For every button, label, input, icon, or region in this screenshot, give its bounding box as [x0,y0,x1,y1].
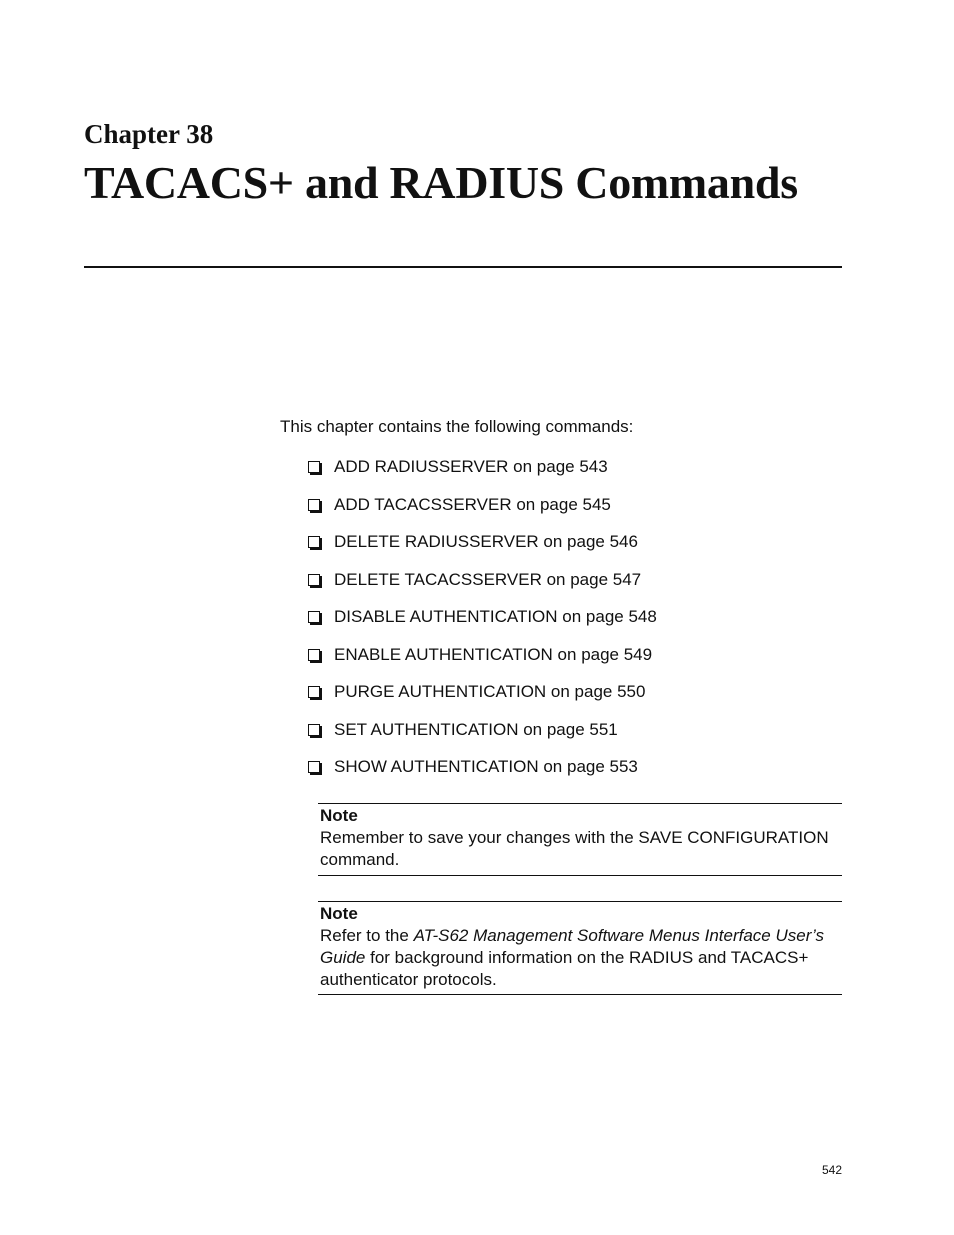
list-item[interactable] [308,530,657,568]
note-top-rule [318,803,842,804]
note-heading: Note [320,904,358,923]
list-item[interactable] [308,605,657,643]
list-item[interactable] [308,680,657,718]
command-list [308,455,657,793]
chapter-label: Chapter 38 [84,119,214,149]
note-heading: Note [320,806,358,825]
note-text: Remember to save your changes with the SAVE CONFIGURATION command. [320,828,829,869]
note-text [318,925,842,991]
command-link[interactable]: ENABLE AUTHENTICATION on page 549 [334,644,653,664]
note-reference-guide [318,901,842,995]
command-link[interactable]: SET AUTHENTICATION on page 551 [334,719,618,739]
list-item[interactable] [308,455,657,493]
list-item[interactable] [308,568,657,606]
command-link[interactable]: ADD TACACSSERVER on page 545 [334,494,611,514]
checkbox-square-icon [308,611,320,623]
checkbox-square-icon [308,574,320,586]
checkbox-square-icon [308,686,320,698]
checkbox-square-icon [308,724,320,736]
list-item[interactable] [308,718,657,756]
note-bottom-rule [318,994,842,995]
list-item[interactable] [308,493,657,531]
command-link[interactable]: SHOW AUTHENTICATION on page 553 [334,757,638,776]
command-link[interactable]: ADD RADIUSSERVER on page 543 [334,457,608,476]
command-link[interactable]: DELETE TACACSSERVER on page 547 [334,569,642,589]
command-link[interactable]: DISABLE AUTHENTICATION on page 548 [334,607,657,626]
checkbox-square-icon [308,499,320,511]
checkbox-square-icon [308,461,320,473]
note-text-after: for background information on the RADIUS and TACACS+ authenticator protocols. [320,948,809,989]
command-link[interactable]: PURGE AUTHENTICATION on page 550 [334,682,646,701]
note-bottom-rule [318,875,842,876]
list-item[interactable] [308,643,657,681]
guide-title: AT-S62 Management Software Menus Interface User’s Guide [320,926,824,967]
intro-text: This chapter contains the following commands: [280,417,634,436]
checkbox-square-icon [308,536,320,548]
note-text-before: Refer to the [320,926,414,945]
chapter-title: TACACS+ and RADIUS Commands [84,157,798,208]
note-save-configuration [318,803,842,876]
note-top-rule [318,901,842,902]
list-item[interactable] [308,755,657,793]
checkbox-square-icon [308,649,320,661]
title-rule [84,266,842,268]
command-link[interactable]: DELETE RADIUSSERVER on page 546 [334,532,638,551]
page-number: 542 [821,1163,842,1177]
checkbox-square-icon [308,761,320,773]
